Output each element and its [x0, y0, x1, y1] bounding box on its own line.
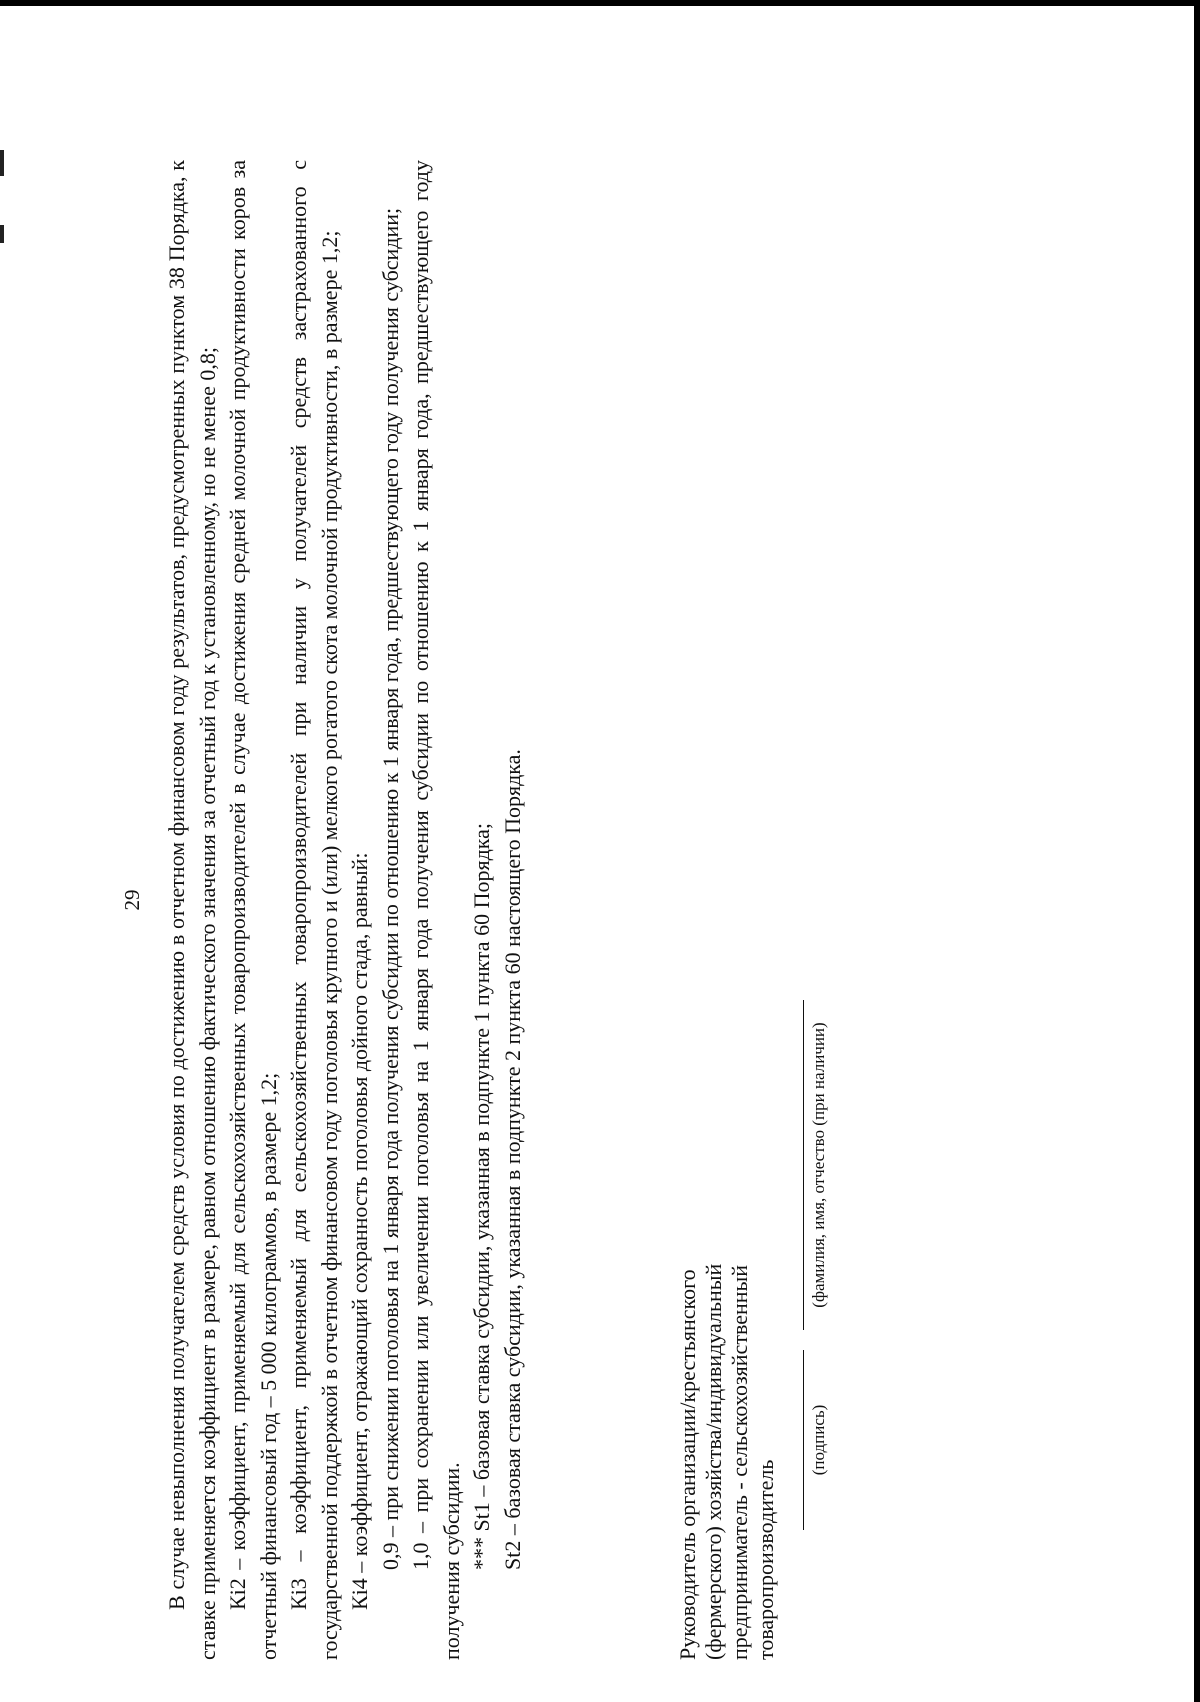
rotated-document-page — [120, 140, 840, 1660]
paragraph: St2 – базовая ставка субсидии, указанная в подпункте 2 пункта 60 настоящего Порядка. — [499, 749, 525, 1570]
paragraph: *** St1 – базовая ставка субсидии, указанная в подпункте 1 пункта 60 Порядка; — [469, 822, 494, 1570]
paragraph: 0,9 – при снижении поголовья на 1 января года получения субсидии по отношению к 1 января года, предшествующего году получения субсидии; — [377, 207, 403, 1570]
scan-mark-left — [0, 150, 4, 176]
signature-title: Руководитель организации/крестьянского (фермерского) хозяйства/индивидуальный предприниматель - сельскохозяйственный товаропроизводитель — [675, 1263, 778, 1660]
scan-mark-left — [0, 225, 4, 243]
scan-edge-top — [0, 0, 1200, 6]
scan-edge-right — [1194, 0, 1200, 1702]
name-caption: (фамилия, имя, отчество (при наличии) — [809, 1022, 828, 1308]
paragraph: Кi4 – коэффициент, отражающий сохранность поголовья дойного стада, равный: — [347, 852, 372, 1610]
signature-block — [675, 140, 845, 1660]
paragraph: В случае невыполнения получателем средств условия по достижению в отчетном финансовом году результатов, предусмотренных пунктом 38 Порядка, к ставке применяется коэффициент в размере, равном отношению фактического значения за отчетный год к установленному, но не менее 0,8; — [164, 160, 220, 1660]
signature-caption: (подпись) — [809, 1404, 828, 1476]
paragraph: Кi3 – коэффициент, применяемый для сельскохозяйственных товаропроизводителей при наличии у получателей средств застрахованного с государственной поддержкой в отчетном финансовом году поголовья крупного и (или) мелкого рогатого скота молочной продуктивности, в размере 1,2; — [286, 160, 342, 1660]
document-body — [162, 160, 528, 1660]
name-line — [803, 1000, 804, 1330]
paragraph: Кi2 – коэффициент, применяемый для сельскохозяйственных товаропроизводителей в случае достижения средней молочной продуктивности коров за отчетный финансовый год – 5 000 килограммов, в размере 1,2; — [225, 160, 281, 1660]
signature-line — [803, 1350, 804, 1530]
page-number: 29 — [120, 889, 144, 911]
paragraph: 1,0 – при сохранении или увеличении поголовья на 1 января года получения субсидии по отношению к 1 января года, предшествующего году получения субсидии. — [408, 160, 464, 1660]
